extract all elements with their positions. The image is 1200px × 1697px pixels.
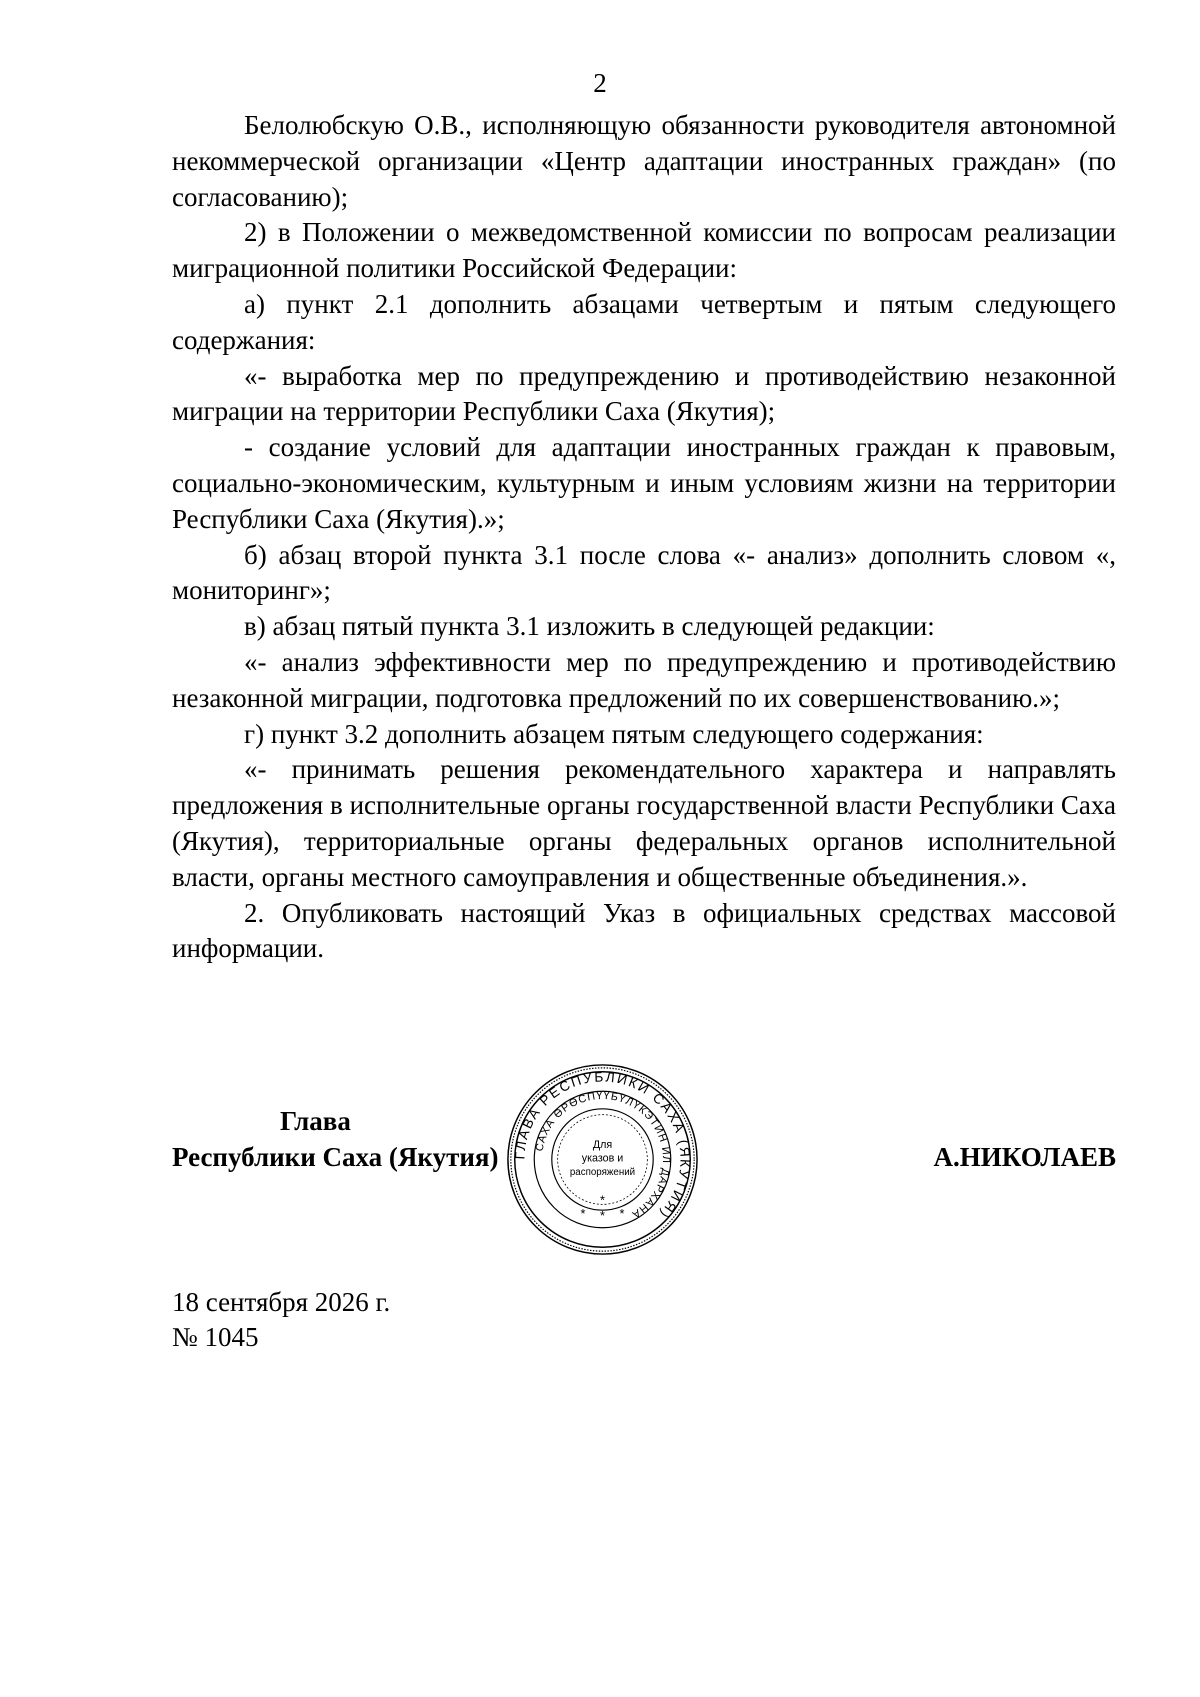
paragraph: - создание условий для адаптации иностранных граждан к правовым, социально-экономическим, культурным и иным условиям жизни на территории Республики Саха (Якутия).»; [172,432,1116,534]
seal-center-line1: Для [592,1138,613,1151]
seal-star-icon: * [619,1207,625,1221]
seal-star-icon: * [600,1193,605,1208]
seal-center-line2: указов и [581,1152,624,1165]
signatory-name: А.НИКОЛАЕВ [933,1142,1116,1172]
signatory-title [172,1103,499,1175]
paragraph: «- принимать решения рекомендательного характера и направлять предложения в исполнительные органы государственной власти Республики Саха (Якутия), территориальные органы федеральных органов исполнительной власти, органы местного самоуправления и общественные объединения.». [172,754,1116,892]
official-seal-icon [505,1062,700,1257]
signatory-title-line2: Республики Саха (Якутия) [172,1142,499,1172]
document-number: № 1045 [172,1322,259,1352]
decree-body [172,108,1116,967]
paragraph: б) абзац второй пункта 3.1 после слова «- анализ» дополнить словом «, мониторинг»; [172,539,1116,606]
paragraph: «- выработка мер по предупреждению и противодействию незаконной миграции на территории Республики Саха (Якутия); [172,360,1116,427]
signatory-title-line1: Глава [280,1106,351,1136]
paragraph: 2. Опубликовать настоящий Указ в официальных средствах массовой информации. [172,897,1116,964]
seal-center-line3: распоряжений [569,1167,636,1179]
seal-inner-text: САХА ӨРӨСПҮҮБҮЛҮКЭТИН ИЛ ДАРХАНА [533,1089,672,1221]
seal-star-icon: * [580,1207,586,1221]
seal-star-icon: * [600,1208,605,1223]
document-date-number [172,1285,390,1355]
paragraph: Белолюбскую О.В., исполняющую обязанности руководителя автономной некоммерческой организации «Центр адаптации иностранных граждан» (по согласованию); [172,110,1116,212]
paragraph: в) абзац пятый пункта 3.1 изложить в следующей редакции: [244,611,935,642]
paragraph: «- анализ эффективности мер по предупреждению и противодействию незаконной миграции, подготовка предложений по их совершенствованию.»; [172,646,1116,713]
paragraph: г) пункт 3.2 дополнить абзацем пятым следующего содержания: [244,718,984,749]
document-date: 18 сентября 2026 г. [172,1287,391,1317]
seal-outer-text: ГЛАВА РЕСПУБЛИКИ САХА (ЯКУТИЯ) [512,1069,693,1223]
paragraph: а) пункт 2.1 дополнить абзацами четвертым и пятым следующего содержания: [172,288,1116,355]
page-number: 2 [593,68,607,98]
paragraph: 2) в Положении о межведомственной комиссии по вопросам реализации миграционной политики Российской Федерации: [172,217,1116,284]
